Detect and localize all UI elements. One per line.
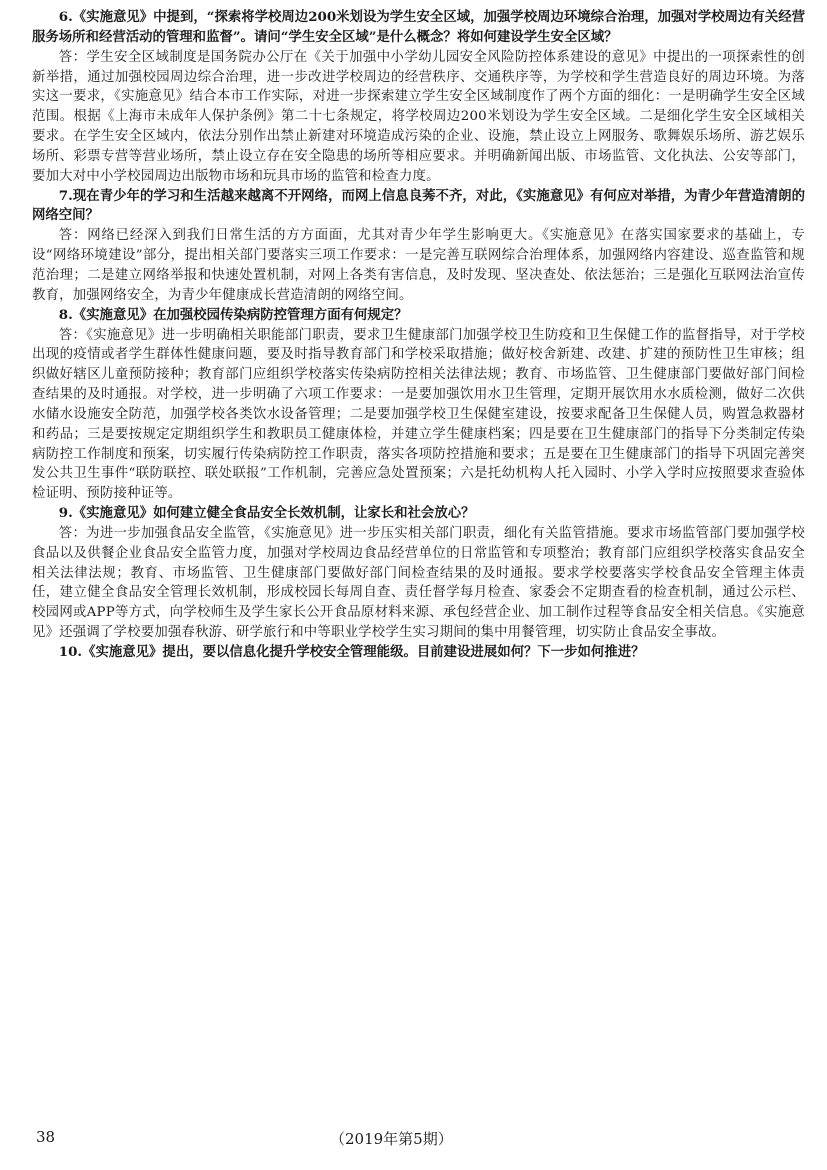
page-number: 38 xyxy=(36,1128,56,1146)
page-footer xyxy=(0,1128,827,1156)
answer-6: 答：学生安全区域制度是国务院办公厅在《关于加强中小学幼儿园安全风险防控体系建设的意见》中提出的一项探索性的创新举措，通过加强校园周边综合治理，进一步改进学校周边的经营秩序、交通秩序等，为学校和学生营造良好的周边环境。为落实这一要求，《实施意见》结合本市工作实际，对进一步探索建立学生安全区域制度作了两个方面的细化：一是明确学生安全区域范围。根据《上海市未成年人保护条例》第二十七条规定，将学校周边200米划设为学生安全区域。二是细化学生安全区域相关要求。在学生安全区域内，依法分别作出禁止新建对环境造成污染的企业、设施，禁止设立上网服务、歌舞娱乐场所、游艺娱乐场所、彩票专营等营业场所，禁止设立存在安全隐患的场所等相应要求。并明确新闻出版、市场监管、文化执法、公安等部门，要加大对中小学校园周边出版物市场和玩具市场的监管和检查力度。 xyxy=(32,49,805,184)
question-9: 9.《实施意见》如何建立健全食品安全长效机制，让家长和社会放心？ xyxy=(58,505,475,522)
answer-7: 答：网络已经深入到我们日常生活的方方面面，尤其对青少年学生影响更大。《实施意见》在落实国家要求的基础上，专设“网络环境建设”部分，提出相关部门要落实三项工作要求：一是完善互联网综合治理体系，加强网络内容建设、巡查监管和规范治理；二是建立网络举报和快速处置机制，对网上各类有害信息，及时发现、坚决查处、依法惩治；三是强化互联网法治宣传教育，加强网络安全，为青少年健康成长营造清朗的网络空间。 xyxy=(32,228,805,303)
question-10: 10.《实施意见》提出，要以信息化提升学校安全管理能级。目前建设进展如何？下一步如何推进？ xyxy=(58,644,645,660)
question-8: 8.《实施意见》在加强校园传染病防控管理方面有何规定？ xyxy=(58,306,408,323)
question-7: 7.现在青少年的学习和生活越来越离不开网络，而网上信息良莠不齐，对此，《实施意见》有何应对举措，为青少年营造清朗的网络空间？ xyxy=(32,187,805,224)
question-6: 6.《实施意见》中提到，“探索将学校周边200米划设为学生安全区域，加强学校周边环境综合治理，加强对学校周边有关经营服务场所和经营活动的管理和监督”。请问“学生安全区域”是什么概念？将如何建设学生安全区域？ xyxy=(32,9,805,45)
answer-9: 答：为进一步加强食品安全监管，《实施意见》进一步压实相关部门职责，细化有关监管措施。要求市场监管部门要加强学校食品以及供餐企业食品安全监管力度，加强对学校周边食品经营单位的日常监管和专项整治；教育部门应组织学校落实食品安全相关法律法规；教育、市场监管、卫生健康部门要做好部门间检查结果的及时通报。要求学校要落实学校食品安全管理主体责任，建立健全食品安全管理长效机制，形成校园长每周自查、责任督学每月检查、家委会不定期查看的检查机制，通过公示栏、校园网或APP等方式，向学校师生及学生家长公开食品原材料来源、承包经营企业、加工制作过程等食品安全相关信息。《实施意见》还强调了学校要加强春秋游、研学旅行和中等职业学校学生实习期间的集中用餐管理，切实防止食品安全事故。 xyxy=(32,525,805,641)
issue-label: （2019年第5期） xyxy=(330,1130,453,1148)
answer-8: 答：《实施意见》进一步明确相关职能部门职责，要求卫生健康部门加强学校卫生防疫和卫生保健工作的监督指导，对于学校出现的疫情或者学生群体性健康问题，要及时指导教育部门和学校采取措施；做好校舍新建、改建、扩建的预防性卫生审核；组织做好辖区儿童预防接种；教育部门应组织学校落实传染病防控相关法律法规；教育、市场监管、卫生健康部门要做好部门间检查结果的及时通报。对学校，进一步明确了六项工作要求：一是要加强饮用水卫生管理，定期开展饮用水水质检测，做好二次供水储水设施安全防范，加强学校各类饮水设备管理；二是要加强学校卫生保健室建设，按要求配备卫生保健人员，购置急救器材和药品；三是要按规定定期组织学生和教职员工健康体检，并建立学生健康档案；四是要在卫生健康部门的指导下分类制定传染病防控工作制度和预案，切实履行传染病防控工作职责，落实各项防控措施和要求；五是要在卫生健康部门的指导下巩固完善突发公共卫生事件“联防联控、联处联报”工作机制，完善应急处置预案；六是托幼机构人托入园时、小学入学时应按照要求查验体检证明、预防接种证等。 xyxy=(32,327,805,502)
